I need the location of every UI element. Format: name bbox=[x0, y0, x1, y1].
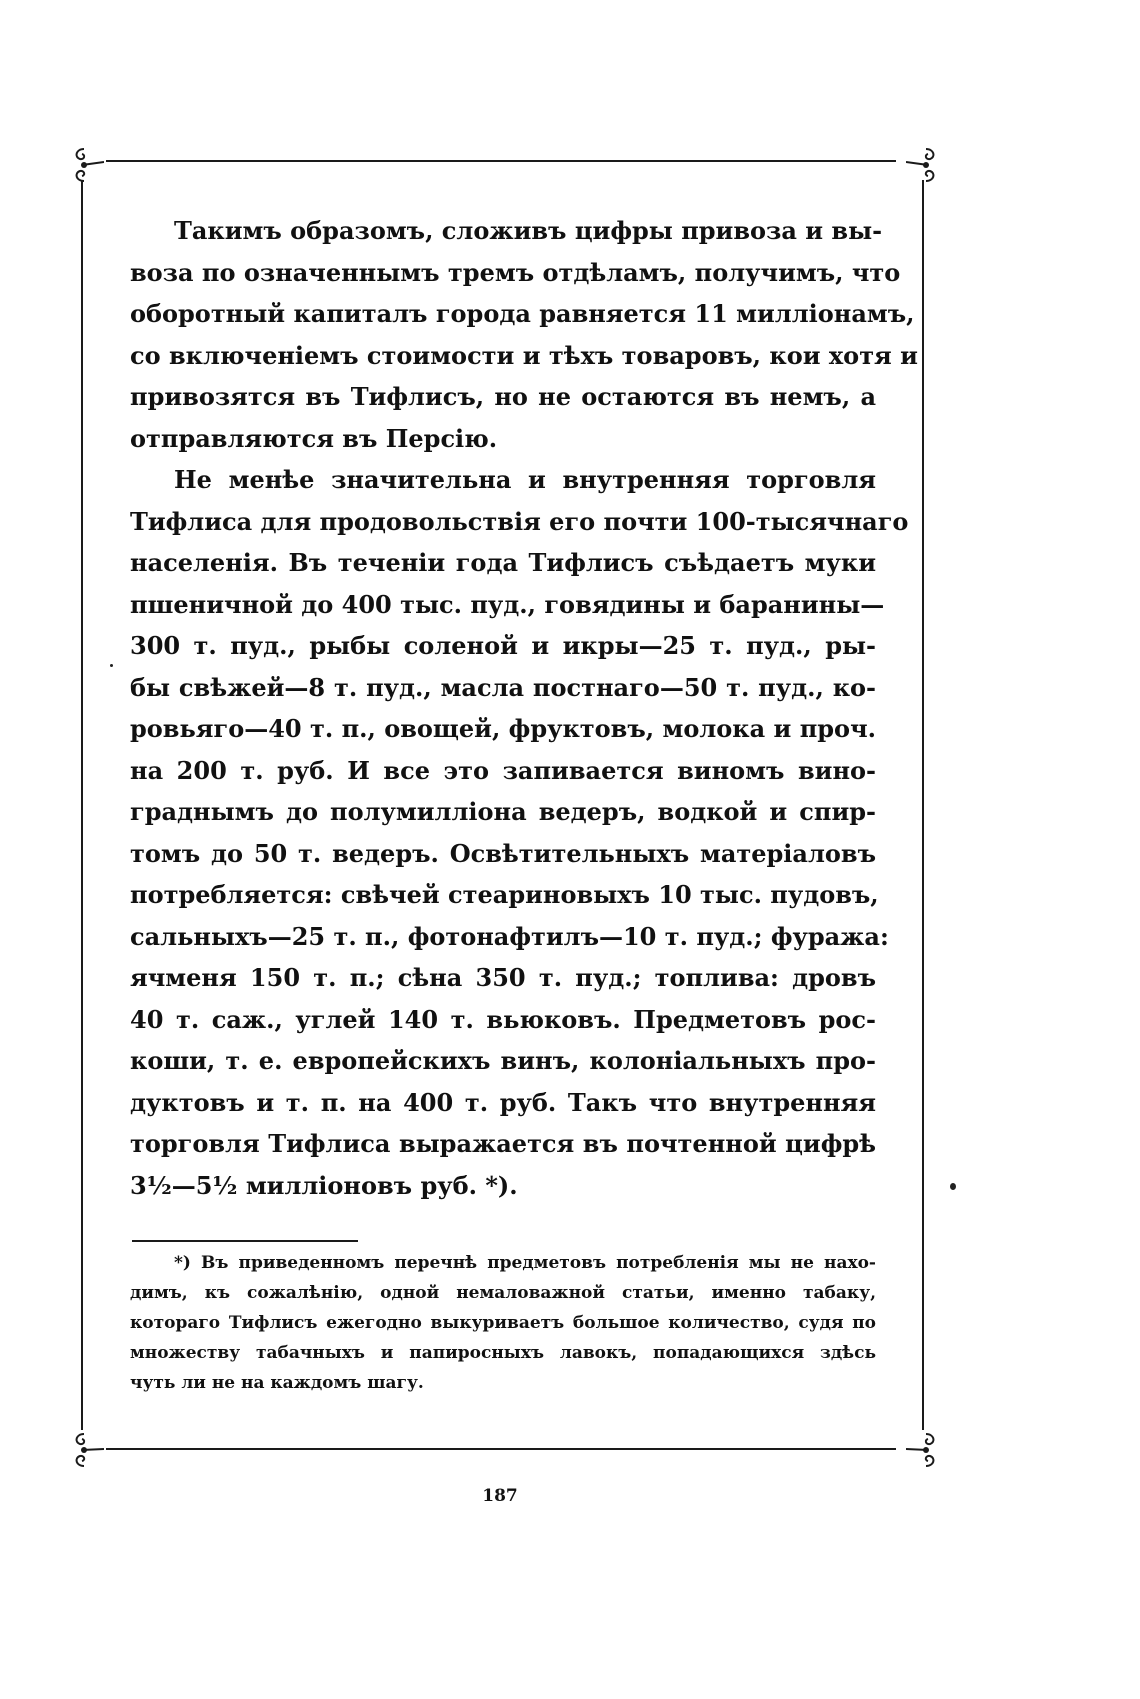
text-line: Такимъ образомъ, сложивъ цифры привоза и вы- bbox=[174, 216, 883, 245]
corner-ornament-icon bbox=[906, 145, 946, 185]
corner-ornament-icon bbox=[64, 145, 104, 185]
text-line: коши, т. е. европейскихъ винъ, колоніальныхъ про- bbox=[130, 1046, 876, 1075]
text-line: оборотный капиталъ города равняется 11 милліонамъ, bbox=[130, 299, 915, 328]
footnote-line: множеству табачныхъ и папиросныхъ лавокъ, попадающихся здѣсь bbox=[130, 1343, 876, 1363]
text-line: воза по означеннымъ тремъ отдѣламъ, получимъ, что bbox=[130, 257, 901, 287]
footnote-line: *) Въ приведенномъ перечнѣ предметовъ потребленія мы не нахо- bbox=[174, 1253, 876, 1273]
frame-left-rule bbox=[81, 180, 83, 1430]
text-line: сальныхъ—25 т. п., фотонафтилъ—10 т. пуд.; фуража: bbox=[130, 921, 889, 951]
text-line: бы свѣжей—8 т. пуд., масла постнаго—50 т. пуд., ко- bbox=[130, 672, 876, 702]
footnote-line: котораго Тифлисъ ежегодно выкуриваетъ большое количество, судя по bbox=[130, 1313, 876, 1333]
footnote-rule bbox=[132, 1240, 358, 1242]
footnote-line: чуть ли не на каждомъ шагу. bbox=[130, 1373, 424, 1393]
ink-speck bbox=[110, 664, 113, 667]
text-line: 3½—5½ милліоновъ руб. *). bbox=[130, 1170, 518, 1200]
text-line: 300 т. пуд., рыбы соленой и икры—25 т. пуд., ры- bbox=[130, 631, 876, 660]
footnote bbox=[130, 1248, 876, 1398]
text-line: томъ до 50 т. ведеръ. Освѣтительныхъ матеріаловъ bbox=[130, 838, 876, 868]
body-text bbox=[130, 210, 918, 1206]
footnote-line: димъ, къ сожалѣнію, одной немаловажной статьи, именно табаку, bbox=[130, 1283, 876, 1303]
text-line: дуктовъ и т. п. на 400 т. руб. Такъ что внутренняя bbox=[130, 1087, 876, 1117]
corner-ornament-icon bbox=[906, 1430, 946, 1470]
frame-top-rule bbox=[106, 160, 896, 162]
frame-bottom-rule bbox=[106, 1448, 896, 1450]
text-line: привозятся въ Тифлисъ, но не остаются въ немъ, а bbox=[130, 382, 876, 411]
text-line: торговля Тифлиса выражается въ почтенной цифрѣ bbox=[130, 1129, 876, 1158]
text-line: потребляется: свѣчей стеариновыхъ 10 тыс. пудовъ, bbox=[130, 880, 879, 909]
page-number: 187 bbox=[482, 1486, 518, 1506]
text-line: Не менѣе значительна и внутренняя торговля bbox=[174, 465, 876, 494]
ink-speck bbox=[950, 1183, 956, 1190]
text-line: 40 т. саж., углей 140 т. вьюковъ. Предметовъ рос- bbox=[130, 1004, 876, 1034]
text-line: ячменя 150 т. п.; сѣна 350 т. пуд.; топлива: дровъ bbox=[130, 963, 876, 992]
text-line: со включеніемъ стоимости и тѣхъ товаровъ, кои хотя и bbox=[130, 340, 918, 370]
text-line: на 200 т. руб. И все это запивается виномъ вино- bbox=[130, 755, 876, 785]
text-line: населенія. Въ теченіи года Тифлисъ съѣдаетъ муки bbox=[130, 548, 876, 577]
text-line: граднымъ до полумилліона ведеръ, водкой и спир- bbox=[130, 797, 876, 826]
text-line: ровьяго—40 т. п., овощей, фруктовъ, молока и проч. bbox=[130, 714, 876, 743]
frame-right-rule bbox=[922, 180, 924, 1430]
text-line: Тифлиса для продовольствія его почти 100-тысячнаго bbox=[130, 506, 909, 536]
corner-ornament-icon bbox=[64, 1430, 104, 1470]
text-line: отправляются въ Персію. bbox=[130, 423, 498, 453]
text-line: пшеничной до 400 тыс. пуд., говядины и баранины— bbox=[130, 589, 885, 619]
